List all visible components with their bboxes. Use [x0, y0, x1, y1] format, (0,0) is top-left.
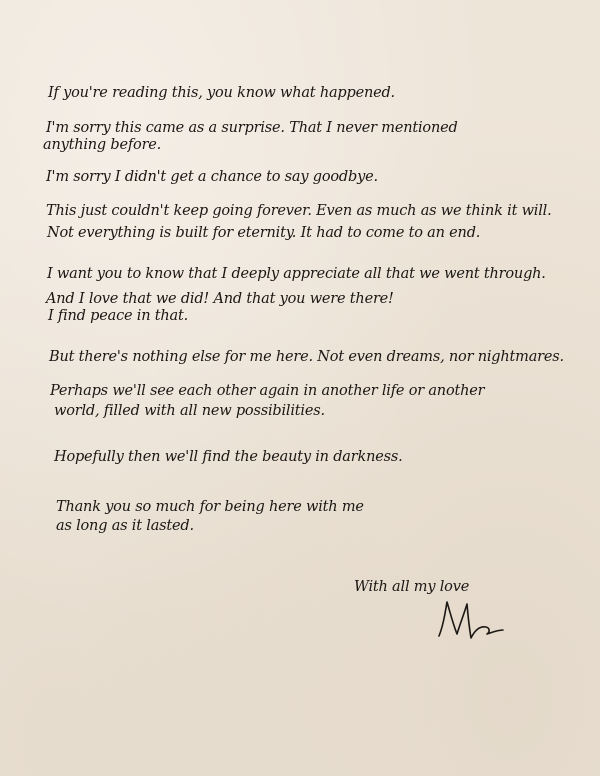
letter-line: world, filled with all new possibilities.	[54, 403, 325, 419]
letter-line: And I love that we did! And that you were there!	[46, 291, 394, 307]
letter-line: Not everything is built for eternity. It had to come to an end.	[47, 225, 481, 241]
letter-line: This just couldn't keep going forever. Even as much as we think it will.	[46, 203, 552, 219]
letter-line: I find peace in that.	[48, 308, 189, 324]
letter-line: If you're reading this, you know what happened.	[48, 85, 395, 101]
letter-line: I'm sorry this came as a surprise. That I never mentioned	[46, 120, 458, 136]
letter-line: Perhaps we'll see each other again in another life or another	[50, 383, 485, 399]
letter-line: I'm sorry I didn't get a chance to say goodbye.	[46, 169, 378, 185]
closing-text: With all my love	[354, 579, 470, 595]
letter-line: Thank you so much for being here with me	[56, 499, 364, 515]
letter-line: Hopefully then we'll find the beauty in darkness.	[54, 449, 403, 465]
letter-line: anything before.	[43, 137, 162, 153]
letter-line: I want you to know that I deeply appreciate all that we went through.	[47, 266, 546, 282]
signature	[433, 596, 513, 644]
letter-line: as long as it lasted.	[56, 518, 194, 534]
letter-line: But there's nothing else for me here. Not even dreams, nor nightmares.	[49, 349, 564, 365]
